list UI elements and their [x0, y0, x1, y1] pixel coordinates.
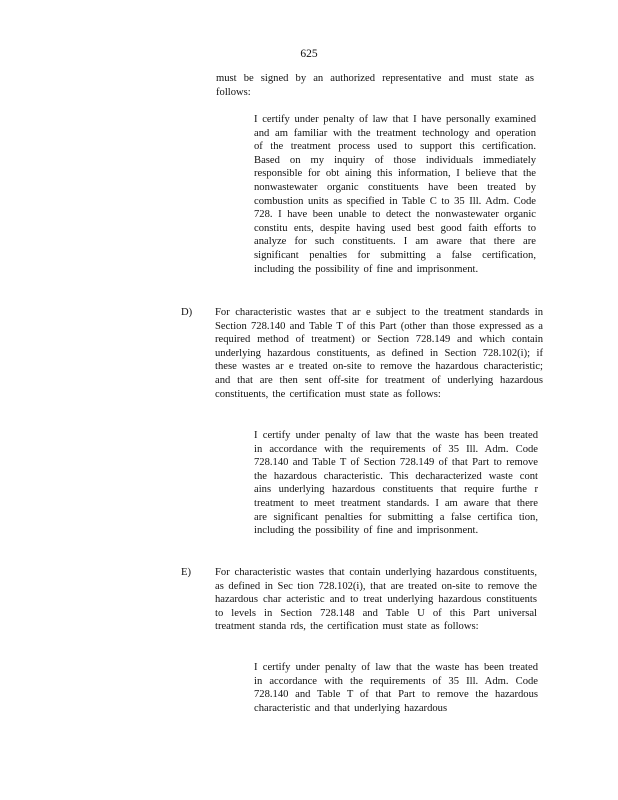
certification-statement-3: I certify under penalty of law that the waste has been treated in accordance with the requirements of 35 Ill. Adm. Code 728.140 and Table T of that Part to remove the hazardous characteristic and that underlying hazardous [254, 662, 538, 714]
list-item-text: For characteristic wastes that contain underlying hazardous constituents, as defined in Sec tion 728.102(i), that are treated on-site to remove the hazardous char acteristic and to treat underlying hazardous constituents to levels in Section 728.148 and Table U of this Part universal treatment standa rds, the certification must state as follows: [215, 567, 537, 633]
page-number: 625 [300, 48, 318, 60]
list-item-text: For characteristic wastes that ar e subject to the treatment standards in Section 728.140 and Table T of this Part (other than those expressed as a required method of treatment) or Section 728.149 and which contain underlying hazardous constituents, as defined in Section 728.102(i); if these wastes ar e treated on-site to remove the hazardous characteristic; and that are then sent off-site for treatment of underlying hazardous constituents, the certification must state as follows: [215, 307, 543, 400]
list-item-label: E) [181, 567, 191, 578]
certification-statement-1: I certify under penalty of law that I have personally examined and am familiar with the treatment technology and operation of the treatment process used to support this certification. Based on my inquiry of those individuals immediately responsible for obt aining this information, I believe that the nonwastewater organic constituents have been treated by combustion units as specified in Table C to 35 Ill. Adm. Code 728. I have been unable to detect the nonwastewater organic constitu ents, despite having used best good faith efforts to analyze for such constituents. I am aware that there are significant penalties for submitting a false certification, including the possibility of fine and imprisonment. [254, 114, 536, 275]
intro-paragraph: must be signed by an authorized representative and must state as follows: [216, 73, 534, 98]
list-item-e [181, 566, 537, 634]
certification-statement-2: I certify under penalty of law that the waste has been treated in accordance with the requirements of 35 Ill. Adm. Code 728.140 and Table T of Section 728.149 of that Part to remove the hazardous characteristic. This decharacterized waste cont ains underlying hazardous constituents that require furthe r treatment to meet treatment standards. I am aware that there are significant penalties for submitting a false certifica tion, including the possibility of fine and imprisonment. [254, 430, 538, 537]
list-item-label: D) [181, 307, 193, 318]
list-item-d [181, 306, 543, 401]
